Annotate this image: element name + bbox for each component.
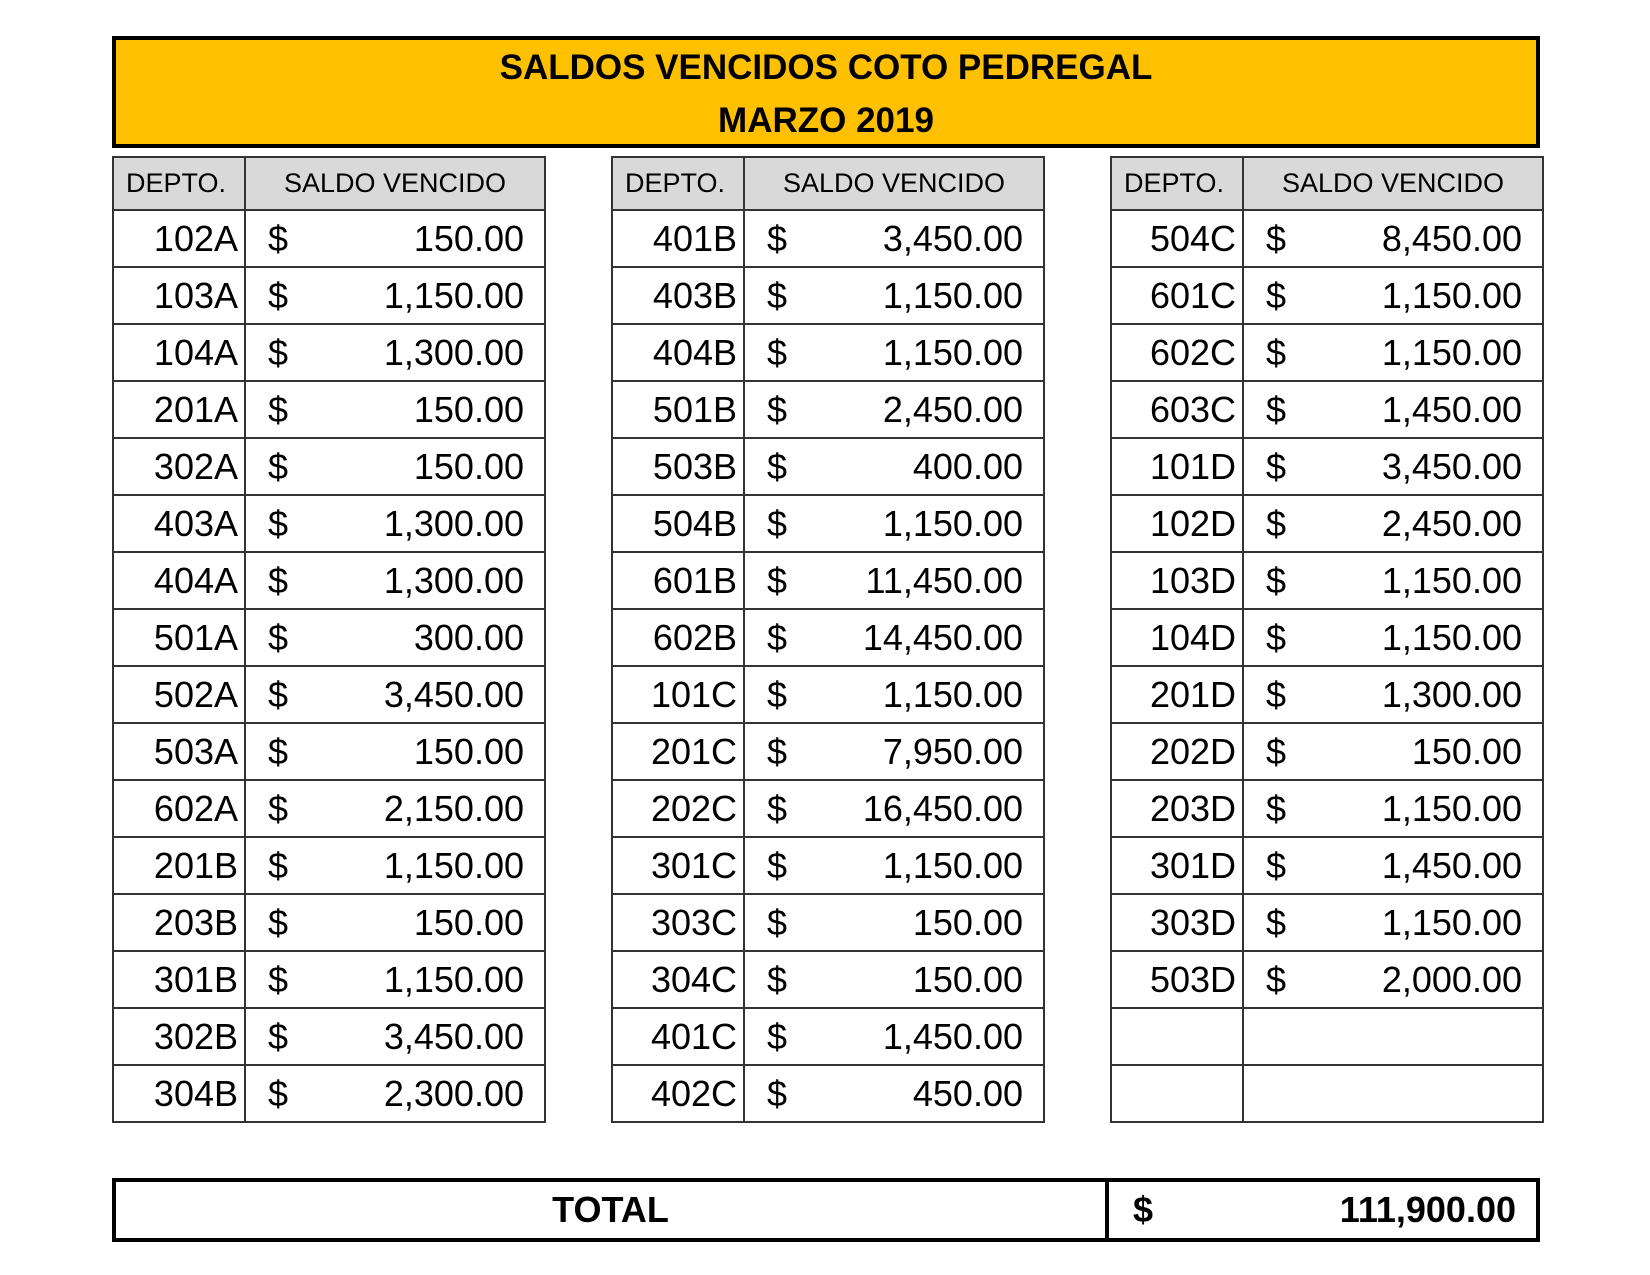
currency-symbol: $ xyxy=(767,844,788,886)
saldo-amount: 2,000.00 xyxy=(1381,958,1522,1000)
table-row xyxy=(612,495,1044,552)
balance-table-3 xyxy=(1110,156,1544,1123)
saldo-amount: 1,150.00 xyxy=(882,331,1023,373)
saldo-amount: 2,150.00 xyxy=(383,787,524,829)
table-row xyxy=(1111,723,1543,780)
table-row xyxy=(113,723,545,780)
depto-cell: 302A xyxy=(113,438,245,495)
header-saldo: SALDO VENCIDO xyxy=(744,157,1044,210)
table-row xyxy=(113,666,545,723)
total-value xyxy=(1109,1182,1536,1238)
depto-cell: 301B xyxy=(113,951,245,1008)
table-row xyxy=(113,1008,545,1065)
saldo-cell xyxy=(245,267,545,324)
saldo-amount: 150.00 xyxy=(413,388,524,430)
title-line-2: MARZO 2019 xyxy=(718,101,934,140)
depto-cell: 603C xyxy=(1111,381,1243,438)
depto-cell: 201A xyxy=(113,381,245,438)
currency-symbol: $ xyxy=(268,331,289,373)
saldo-amount: 1,150.00 xyxy=(1381,559,1522,601)
table-row xyxy=(1111,666,1543,723)
depto-cell: 303C xyxy=(612,894,744,951)
table-row xyxy=(612,210,1044,267)
table-row xyxy=(113,837,545,894)
saldo-cell xyxy=(744,438,1044,495)
currency-symbol: $ xyxy=(767,901,788,943)
table-row xyxy=(1111,609,1543,666)
currency-symbol: $ xyxy=(268,1015,289,1057)
table-row xyxy=(612,894,1044,951)
depto-cell: 504B xyxy=(612,495,744,552)
depto-cell: 501A xyxy=(113,609,245,666)
table-row xyxy=(1111,837,1543,894)
saldo-cell xyxy=(744,1008,1044,1065)
saldo-cell xyxy=(245,381,545,438)
saldo-cell xyxy=(744,951,1044,1008)
balance-table-1 xyxy=(112,156,546,1123)
depto-cell: 304B xyxy=(113,1065,245,1122)
depto-cell: 201C xyxy=(612,723,744,780)
currency-symbol: $ xyxy=(767,559,788,601)
saldo-amount: 1,300.00 xyxy=(383,331,524,373)
saldo-amount: 2,450.00 xyxy=(1381,502,1522,544)
saldo-cell xyxy=(1243,609,1543,666)
saldo-amount: 1,150.00 xyxy=(882,274,1023,316)
table-row xyxy=(113,894,545,951)
currency-symbol: $ xyxy=(767,445,788,487)
currency-symbol: $ xyxy=(268,787,289,829)
table-row xyxy=(1111,1065,1543,1122)
currency-symbol: $ xyxy=(1266,502,1287,544)
currency-symbol: $ xyxy=(767,787,788,829)
title-line-1: SALDOS VENCIDOS COTO PEDREGAL xyxy=(499,48,1153,87)
saldo-cell xyxy=(744,495,1044,552)
currency-symbol: $ xyxy=(268,502,289,544)
currency-symbol: $ xyxy=(1266,730,1287,772)
table-row xyxy=(113,495,545,552)
saldo-cell xyxy=(245,837,545,894)
currency-symbol: $ xyxy=(1266,787,1287,829)
header-saldo: SALDO VENCIDO xyxy=(1243,157,1543,210)
total-currency: $ xyxy=(1133,1189,1154,1230)
depto-cell: 104A xyxy=(113,324,245,381)
saldo-amount: 150.00 xyxy=(413,445,524,487)
currency-symbol: $ xyxy=(1266,844,1287,886)
table-row xyxy=(612,723,1044,780)
depto-cell: 404B xyxy=(612,324,744,381)
currency-symbol: $ xyxy=(1266,673,1287,715)
saldo-amount: 400.00 xyxy=(912,445,1023,487)
table-row xyxy=(612,381,1044,438)
report-title xyxy=(112,36,1540,148)
currency-symbol: $ xyxy=(268,559,289,601)
table-row xyxy=(612,1065,1044,1122)
depto-cell: 202D xyxy=(1111,723,1243,780)
currency-symbol: $ xyxy=(268,445,289,487)
depto-cell: 102A xyxy=(113,210,245,267)
currency-symbol: $ xyxy=(268,1072,289,1114)
table-header-row xyxy=(612,157,1044,210)
saldo-amount: 150.00 xyxy=(912,958,1023,1000)
saldo-amount: 1,150.00 xyxy=(383,958,524,1000)
saldo-amount: 2,450.00 xyxy=(882,388,1023,430)
saldo-cell xyxy=(245,951,545,1008)
table-row xyxy=(612,324,1044,381)
depto-cell: 303D xyxy=(1111,894,1243,951)
saldo-cell xyxy=(744,267,1044,324)
depto-cell: 503B xyxy=(612,438,744,495)
currency-symbol: $ xyxy=(767,616,788,658)
currency-symbol: $ xyxy=(767,217,788,259)
saldo-cell xyxy=(744,666,1044,723)
currency-symbol: $ xyxy=(1266,901,1287,943)
depto-cell xyxy=(1111,1065,1243,1122)
header-depto: DEPTO. xyxy=(113,157,245,210)
saldo-amount: 150.00 xyxy=(413,901,524,943)
saldo-cell xyxy=(1243,780,1543,837)
currency-symbol: $ xyxy=(268,730,289,772)
depto-cell: 301C xyxy=(612,837,744,894)
saldo-cell xyxy=(245,495,545,552)
saldo-amount: 1,150.00 xyxy=(882,844,1023,886)
saldo-amount: 11,450.00 xyxy=(865,559,1023,601)
depto-cell: 503A xyxy=(113,723,245,780)
saldo-amount: 450.00 xyxy=(912,1072,1023,1114)
depto-cell: 602B xyxy=(612,609,744,666)
depto-cell: 203D xyxy=(1111,780,1243,837)
depto-cell: 401B xyxy=(612,210,744,267)
saldo-cell xyxy=(1243,666,1543,723)
table-header-row xyxy=(1111,157,1543,210)
saldo-cell xyxy=(744,837,1044,894)
saldo-amount: 1,150.00 xyxy=(1381,331,1522,373)
currency-symbol: $ xyxy=(268,388,289,430)
saldo-amount: 14,450.00 xyxy=(862,616,1023,658)
depto-cell: 403A xyxy=(113,495,245,552)
depto-cell: 601B xyxy=(612,552,744,609)
header-depto: DEPTO. xyxy=(1111,157,1243,210)
saldo-amount: 300.00 xyxy=(413,616,524,658)
depto-cell: 103A xyxy=(113,267,245,324)
saldo-cell xyxy=(1243,951,1543,1008)
table-row xyxy=(1111,894,1543,951)
saldo-cell xyxy=(1243,723,1543,780)
depto-cell: 501B xyxy=(612,381,744,438)
table-header-row xyxy=(113,157,545,210)
depto-cell: 503D xyxy=(1111,951,1243,1008)
currency-symbol: $ xyxy=(268,616,289,658)
header-saldo: SALDO VENCIDO xyxy=(245,157,545,210)
depto-cell: 203B xyxy=(113,894,245,951)
saldo-amount: 1,150.00 xyxy=(383,274,524,316)
saldo-amount: 1,450.00 xyxy=(1381,388,1522,430)
depto-cell: 601C xyxy=(1111,267,1243,324)
saldo-amount: 150.00 xyxy=(413,217,524,259)
total-label: TOTAL xyxy=(116,1182,1109,1238)
table-row xyxy=(612,267,1044,324)
saldo-amount: 1,150.00 xyxy=(383,844,524,886)
saldo-amount: 3,450.00 xyxy=(882,217,1023,259)
total-row xyxy=(112,1178,1540,1242)
table-row xyxy=(1111,381,1543,438)
table-row xyxy=(113,951,545,1008)
currency-symbol: $ xyxy=(1266,274,1287,316)
saldo-amount: 2,300.00 xyxy=(383,1072,524,1114)
depto-cell: 403B xyxy=(612,267,744,324)
saldo-amount: 1,150.00 xyxy=(1381,274,1522,316)
table-row xyxy=(113,210,545,267)
depto-cell: 602A xyxy=(113,780,245,837)
saldo-amount: 1,150.00 xyxy=(1381,901,1522,943)
currency-symbol: $ xyxy=(767,274,788,316)
table-row xyxy=(1111,951,1543,1008)
currency-symbol: $ xyxy=(767,730,788,772)
depto-cell: 104D xyxy=(1111,609,1243,666)
depto-cell: 502A xyxy=(113,666,245,723)
saldo-cell xyxy=(1243,267,1543,324)
saldo-cell xyxy=(245,324,545,381)
saldo-amount: 8,450.00 xyxy=(1381,217,1522,259)
depto-cell: 301D xyxy=(1111,837,1243,894)
saldo-cell xyxy=(245,210,545,267)
table-row xyxy=(113,267,545,324)
table-row xyxy=(113,324,545,381)
table-row xyxy=(612,780,1044,837)
saldo-cell xyxy=(245,1008,545,1065)
table-row xyxy=(1111,552,1543,609)
saldo-cell xyxy=(744,723,1044,780)
table-row xyxy=(1111,210,1543,267)
currency-symbol: $ xyxy=(767,958,788,1000)
saldo-amount: 3,450.00 xyxy=(1381,445,1522,487)
saldo-amount: 150.00 xyxy=(1411,730,1522,772)
table-row xyxy=(612,666,1044,723)
currency-symbol: $ xyxy=(268,673,289,715)
saldo-amount: 3,450.00 xyxy=(383,673,524,715)
currency-symbol: $ xyxy=(1266,217,1287,259)
table-row xyxy=(1111,324,1543,381)
currency-symbol: $ xyxy=(767,673,788,715)
saldo-cell xyxy=(744,1065,1044,1122)
saldo-amount: 150.00 xyxy=(413,730,524,772)
depto-cell: 202C xyxy=(612,780,744,837)
table-row xyxy=(612,609,1044,666)
table-row xyxy=(1111,495,1543,552)
saldo-amount: 1,150.00 xyxy=(882,673,1023,715)
currency-symbol: $ xyxy=(268,217,289,259)
table-row xyxy=(612,837,1044,894)
saldo-amount: 1,150.00 xyxy=(1381,787,1522,829)
currency-symbol: $ xyxy=(1266,616,1287,658)
total-amount: 111,900.00 xyxy=(1339,1189,1516,1230)
saldo-cell xyxy=(245,894,545,951)
depto-cell: 101C xyxy=(612,666,744,723)
table-row xyxy=(612,552,1044,609)
saldo-cell xyxy=(1243,894,1543,951)
depto-cell: 201D xyxy=(1111,666,1243,723)
depto-cell: 302B xyxy=(113,1008,245,1065)
saldo-cell xyxy=(1243,1008,1543,1065)
saldo-cell xyxy=(245,438,545,495)
saldo-amount: 16,450.00 xyxy=(862,787,1023,829)
balance-table-2 xyxy=(611,156,1045,1123)
saldo-cell xyxy=(1243,210,1543,267)
depto-cell: 102D xyxy=(1111,495,1243,552)
saldo-cell xyxy=(1243,552,1543,609)
saldo-cell xyxy=(245,666,545,723)
table-row xyxy=(1111,1008,1543,1065)
saldo-cell xyxy=(744,210,1044,267)
table-row xyxy=(113,438,545,495)
table-row xyxy=(612,438,1044,495)
depto-cell: 504C xyxy=(1111,210,1243,267)
table-row xyxy=(113,552,545,609)
currency-symbol: $ xyxy=(268,274,289,316)
saldo-cell xyxy=(1243,381,1543,438)
table-row xyxy=(1111,267,1543,324)
depto-cell xyxy=(1111,1008,1243,1065)
currency-symbol: $ xyxy=(1266,559,1287,601)
saldo-amount: 1,450.00 xyxy=(882,1015,1023,1057)
saldo-cell xyxy=(1243,324,1543,381)
saldo-cell xyxy=(1243,438,1543,495)
saldo-amount: 1,300.00 xyxy=(1381,673,1522,715)
saldo-amount: 150.00 xyxy=(912,901,1023,943)
saldo-amount: 1,150.00 xyxy=(1381,616,1522,658)
table-row xyxy=(612,951,1044,1008)
currency-symbol: $ xyxy=(1266,331,1287,373)
table-row xyxy=(1111,438,1543,495)
saldo-cell xyxy=(245,1065,545,1122)
currency-symbol: $ xyxy=(767,388,788,430)
currency-symbol: $ xyxy=(268,958,289,1000)
table-row xyxy=(113,609,545,666)
depto-cell: 602C xyxy=(1111,324,1243,381)
depto-cell: 304C xyxy=(612,951,744,1008)
table-row xyxy=(113,1065,545,1122)
saldo-cell xyxy=(245,609,545,666)
saldo-cell xyxy=(245,780,545,837)
currency-symbol: $ xyxy=(767,1072,788,1114)
saldo-amount: 1,150.00 xyxy=(882,502,1023,544)
currency-symbol: $ xyxy=(1266,958,1287,1000)
saldo-cell xyxy=(1243,1065,1543,1122)
depto-cell: 401C xyxy=(612,1008,744,1065)
saldo-cell xyxy=(744,324,1044,381)
saldo-amount: 3,450.00 xyxy=(383,1015,524,1057)
currency-symbol: $ xyxy=(767,502,788,544)
table-row xyxy=(612,1008,1044,1065)
saldo-amount: 7,950.00 xyxy=(882,730,1023,772)
saldo-cell xyxy=(245,552,545,609)
depto-cell: 404A xyxy=(113,552,245,609)
depto-cell: 402C xyxy=(612,1065,744,1122)
depto-cell: 101D xyxy=(1111,438,1243,495)
currency-symbol: $ xyxy=(268,844,289,886)
table-row xyxy=(1111,780,1543,837)
table-row xyxy=(113,780,545,837)
saldo-amount: 1,450.00 xyxy=(1381,844,1522,886)
currency-symbol: $ xyxy=(268,901,289,943)
saldo-cell xyxy=(744,780,1044,837)
saldo-cell xyxy=(1243,837,1543,894)
currency-symbol: $ xyxy=(767,1015,788,1057)
saldo-cell xyxy=(744,552,1044,609)
saldo-amount: 1,300.00 xyxy=(383,559,524,601)
depto-cell: 103D xyxy=(1111,552,1243,609)
saldo-cell xyxy=(1243,495,1543,552)
depto-cell: 201B xyxy=(113,837,245,894)
currency-symbol: $ xyxy=(1266,445,1287,487)
saldo-cell xyxy=(744,609,1044,666)
currency-symbol: $ xyxy=(1266,388,1287,430)
table-row xyxy=(113,381,545,438)
currency-symbol: $ xyxy=(767,331,788,373)
saldo-cell xyxy=(744,894,1044,951)
saldo-cell xyxy=(744,381,1044,438)
header-depto: DEPTO. xyxy=(612,157,744,210)
saldo-cell xyxy=(245,723,545,780)
saldo-amount: 1,300.00 xyxy=(383,502,524,544)
